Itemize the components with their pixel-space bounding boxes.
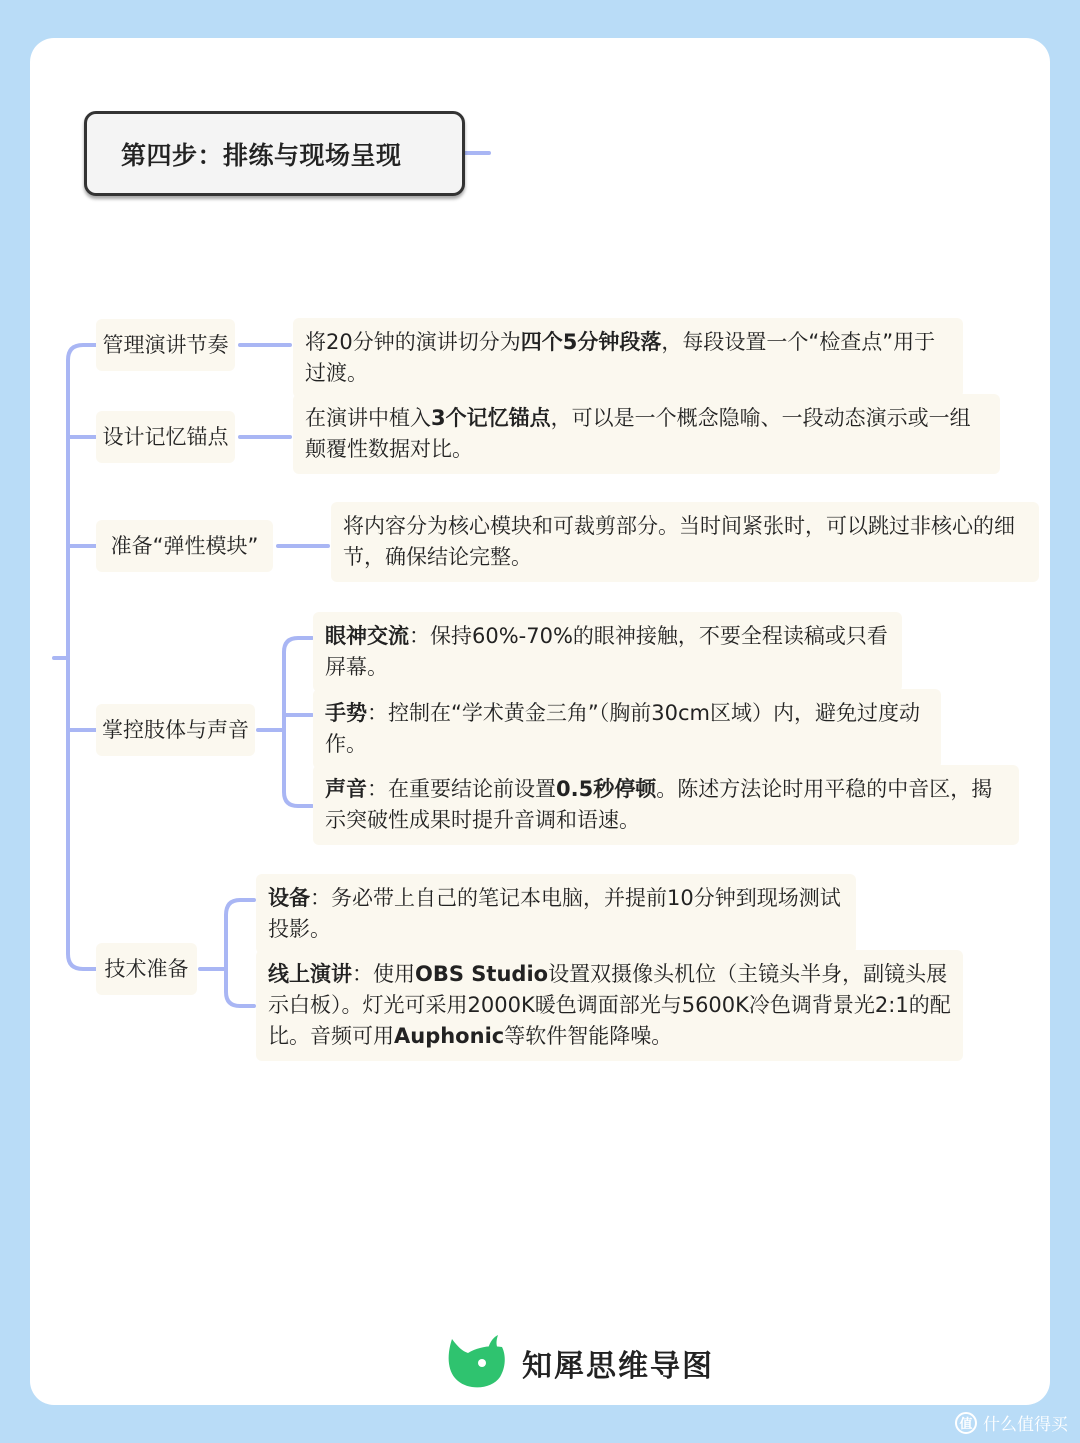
leaf-emphasis: 线上演讲 <box>268 962 352 986</box>
watermark <box>955 1410 1068 1435</box>
footer-brand <box>444 1331 714 1395</box>
rhino-logo-icon <box>444 1333 508 1393</box>
leaf-emphasis: Auphonic <box>394 1024 505 1048</box>
leaf-text: ，每段设置一个“检查点”用于过渡。 <box>305 330 936 385</box>
leaf-text: 。陈述方法论时用平稳的中音区，揭示突破性成果时提升音调和语速。 <box>325 777 993 832</box>
leaf-online-talk <box>256 950 963 1061</box>
leaf-emphasis: 0.5秒停顿 <box>556 777 657 801</box>
leaf-text: 将内容分为核心模块和可裁剪部分。当时间紧张时，可以跳过非核心的细节，确保结论完整。 <box>343 514 1015 569</box>
branch-tech-prep: 技术准备 <box>96 943 197 995</box>
leaf-text: 在演讲中植入 <box>305 406 431 430</box>
central-topic: 第四步：排练与现场呈现 <box>84 111 465 196</box>
leaf-text: ：控制在“学术黄金三角”（胸前30cm区域）内，避免过度动作。 <box>325 701 920 756</box>
leaf-rhythm <box>293 318 963 398</box>
watermark-icon: 值 <box>955 1412 977 1434</box>
leaf-text: ：务必带上自己的笔记本电脑，并提前10分钟到现场测试投影。 <box>268 886 841 941</box>
leaf-equipment <box>256 874 856 954</box>
branch-rhythm: 管理演讲节奏 <box>96 319 235 371</box>
leaf-emphasis: 设备 <box>268 886 310 910</box>
leaf-gesture <box>313 689 941 769</box>
leaf-eye-contact <box>313 612 902 692</box>
brand-name: 知犀思维导图 <box>522 1349 714 1384</box>
branch-memory-anchor: 设计记忆锚点 <box>96 411 235 463</box>
leaf-emphasis: 声音 <box>325 777 367 801</box>
leaf-emphasis: 3个记忆锚点 <box>431 406 551 430</box>
leaf-emphasis: 眼神交流 <box>325 624 409 648</box>
branch-flex-module: 准备“弹性模块” <box>96 520 273 572</box>
leaf-text: ，可以是一个概念隐喻、一段动态演示或一组颠覆性数据对比。 <box>305 406 971 461</box>
leaf-emphasis: OBS Studio <box>415 962 549 986</box>
leaf-text: ：保持60%-70%的眼神接触，不要全程读稿或只看屏幕。 <box>325 624 888 679</box>
leaf-voice <box>313 765 1019 845</box>
leaf-text: ：使用 <box>352 962 415 986</box>
leaf-memory-anchor <box>293 394 1000 474</box>
watermark-text: 什么值得买 <box>983 1415 1068 1435</box>
leaf-text: 等软件智能降噪。 <box>504 1024 673 1048</box>
branch-body-voice: 掌控肢体与声音 <box>96 704 255 756</box>
leaf-emphasis: 四个5分钟段落 <box>520 330 662 354</box>
leaf-flex-module <box>331 502 1039 582</box>
leaf-text: 将20分钟的演讲切分为 <box>305 330 521 354</box>
leaf-text: 设置双摄像头机位（主镜头半身，副镜头展示白板）。灯光可采用2000K暖色调面部光与5600K冷色调背景光2:1的配比。音频可用 <box>268 962 951 1048</box>
leaf-text: ：在重要结论前设置 <box>367 777 556 801</box>
leaf-emphasis: 手势 <box>325 701 367 725</box>
